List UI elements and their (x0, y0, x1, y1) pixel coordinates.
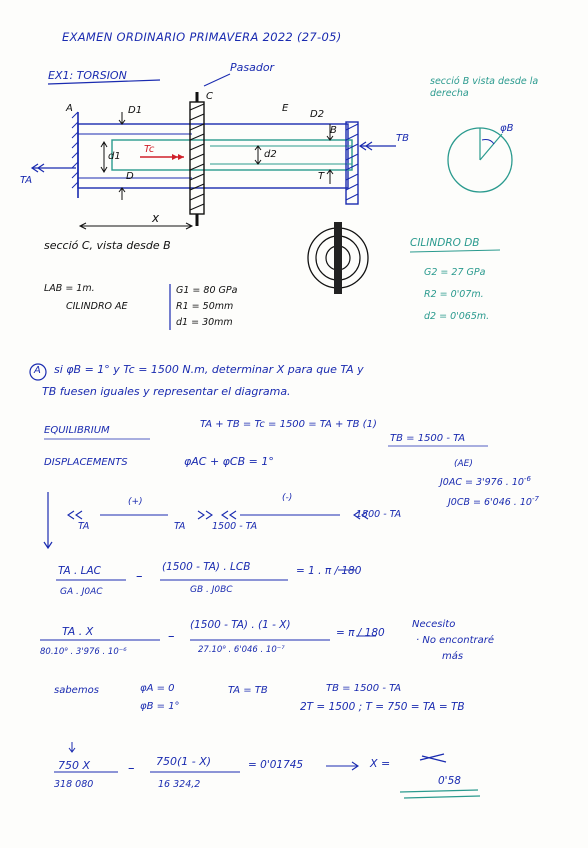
label-a: A (66, 103, 73, 114)
know-phi-a: φA = 0 (140, 683, 175, 694)
need-note-1: Necesito (412, 619, 456, 630)
segment-plus: (+) (128, 497, 143, 507)
final-den1: 318 080 (54, 779, 94, 790)
equilibrium-eq: TA + TB = Tc = 1500 = TA + TB (1) (200, 419, 377, 430)
cilindro-db-g2: G2 = 27 GPa (424, 267, 486, 278)
cilindro-db-r2: R2 = 0'07m. (424, 289, 484, 300)
cilindro-ae-r1: R1 = 50mm (176, 301, 234, 312)
segment-ta-left: TA (78, 521, 90, 532)
need-note-2: · No encontraré (416, 635, 495, 646)
label-ta: TA (20, 175, 33, 186)
eq-a-den2: GB . J0BC (190, 585, 233, 595)
final-x-value: 0'58 (438, 775, 461, 787)
final-x-label: X = (370, 757, 391, 770)
eq-a-minus: – (136, 569, 143, 584)
cilindro-db-label: CILINDRO DB (410, 237, 480, 249)
section-b-title: secció B vista desde la derecha (430, 76, 539, 99)
result-underline-1 (400, 790, 478, 792)
final-minus: – (128, 761, 135, 776)
ta-eq-tb: TA = TB (228, 685, 268, 696)
eq-b-den1: 80.10⁹ . 3'976 . 10⁻⁶ (40, 647, 127, 657)
label-t: T (318, 171, 325, 182)
section-b-phi: φB (500, 123, 514, 134)
two-t-eq: 2T = 1500 ; T = 750 = TA = TB (300, 701, 465, 713)
pasador-label: Pasador (230, 61, 275, 74)
j-cb: J0CB = 6'046 . $10^{-7}$ (448, 495, 539, 509)
know-label: sabemos (54, 685, 99, 696)
final-num2: 750(1 - X) (156, 755, 212, 768)
pasador-hatch (190, 104, 204, 210)
label-x: x (152, 211, 160, 225)
need-note-3: más (442, 651, 464, 662)
segment-1500-ta-mid: 1500 - TA (212, 521, 258, 532)
label-c: C (206, 91, 213, 102)
eq-b-minus: – (168, 629, 175, 644)
tb-equation: TB = 1500 - TA (390, 433, 466, 444)
j-ac: J0AC = 3'976 . $10^{-6}$ (440, 475, 531, 489)
problem-line-2: TB fuesen iguales y representar el diagrama. (42, 385, 291, 398)
result-underline-2 (404, 796, 480, 798)
label-d2: D2 (310, 109, 325, 120)
final-den2: 16 324,2 (158, 779, 201, 790)
cilindro-db-d2: d2 = 0'065m. (424, 311, 490, 322)
displacements-eq: φAC + φCB = 1° (184, 455, 274, 468)
label-d1-small: d1 (108, 151, 121, 162)
cilindro-ae-d1: d1 = 30mm (176, 317, 233, 328)
label-d1: D1 (128, 105, 143, 116)
exam-title: EXAMEN ORDINARIO PRIMAVERA 2022 (27-05) (62, 30, 342, 44)
final-rhs: = 0'01745 (248, 759, 304, 771)
displacements-label: DISPLACEMENTS (44, 457, 128, 468)
cilindro-ae-label: CILINDRO AE (66, 301, 128, 312)
segment-minus: (-) (282, 493, 293, 503)
eq-b-den2: 27.10⁹ . 6'046 . 10⁻⁷ (198, 645, 285, 655)
section-c-pin (334, 222, 342, 294)
exercise-label: EX1: TORSION (48, 69, 127, 82)
cilindro-db-underline (410, 250, 500, 252)
tb-1500: TB = 1500 - TA (326, 683, 402, 694)
segment-1500-ta-right: 1500 - TA (356, 509, 402, 520)
know-phi-b: φB = 1° (140, 701, 180, 712)
cilindro-ae-g1: G1 = 80 GPa (176, 285, 238, 296)
eq-b-rhs: = π / 180 (336, 627, 385, 639)
equilibrium-label: EQUILIBRIUM (44, 425, 110, 436)
label-b: B (330, 125, 337, 136)
ae-tag: (AE) (454, 459, 473, 469)
final-num1: 750 X (58, 759, 91, 772)
eq-b-num1: TA . X (62, 625, 94, 638)
label-e: E (282, 103, 289, 114)
eq-a-num2: (1500 - TA) . LCB (162, 561, 251, 573)
label-d: D (126, 171, 134, 182)
eq-a-rhs: = 1 . π / 180 (296, 565, 362, 577)
wall-a-hatch (72, 112, 78, 188)
lab-value: LAB = 1m. (44, 283, 95, 294)
eq-a-den1: GA . J0AC (60, 587, 103, 597)
section-c-title: secció C, vista desde B (44, 239, 171, 252)
label-tb: TB (396, 133, 409, 144)
problem-line-1: si φB = 1° y Tc = 1500 N.m, determinar X para que TA y (54, 363, 364, 376)
eq-a-num1: TA . LAC (58, 565, 102, 577)
problem-marker: A (34, 365, 41, 376)
segment-ta-mid: TA (174, 521, 186, 532)
eq-b-num2: (1500 - TA) . (1 - X) (190, 619, 291, 631)
label-tc: Tc (144, 144, 155, 155)
label-d2-small: d2 (264, 149, 277, 160)
